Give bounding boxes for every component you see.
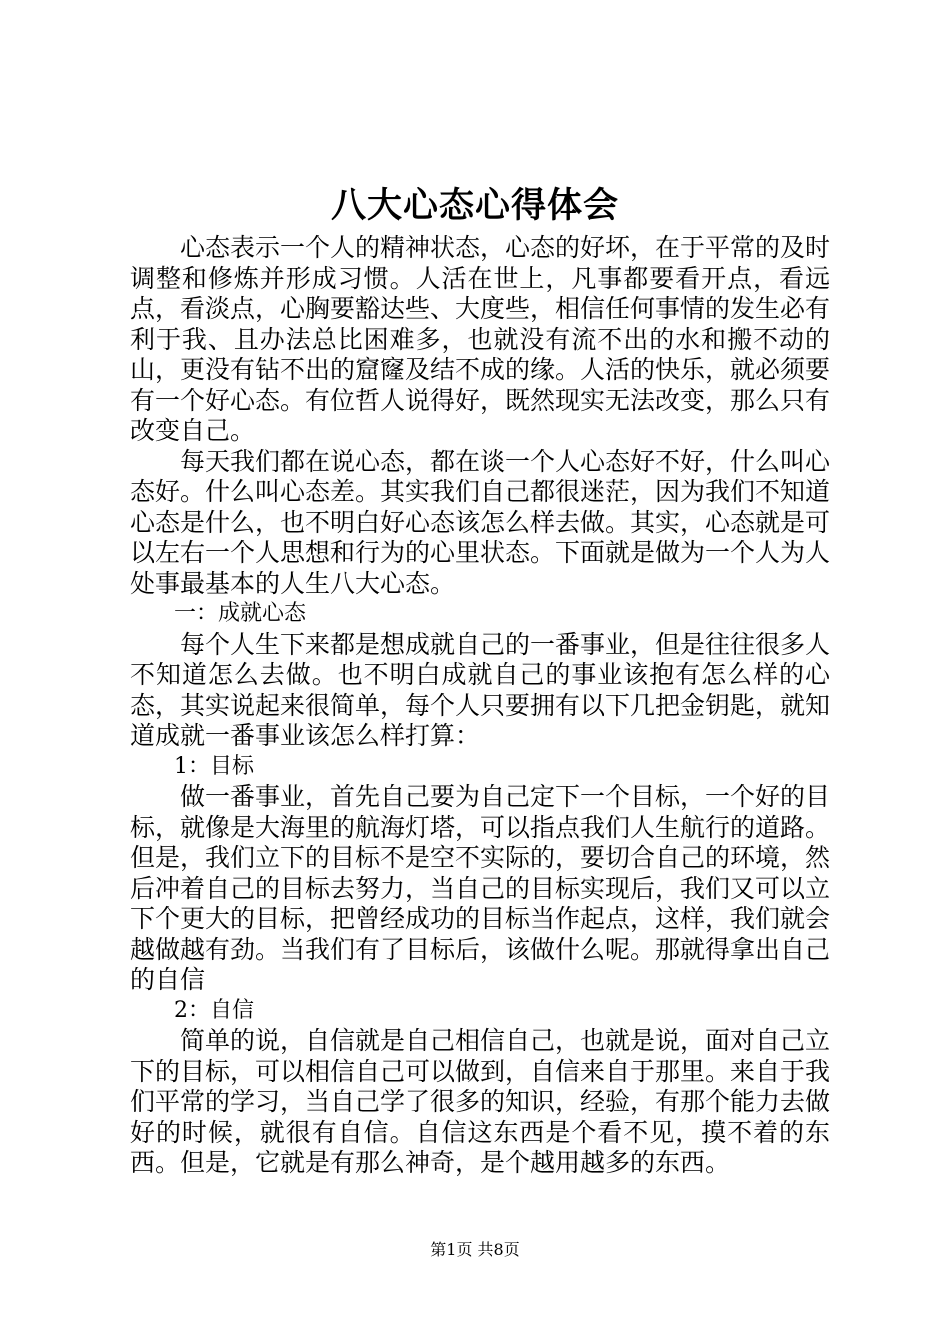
paragraph-mindset-definition: 每天我们都在说心态，都在谈一个人心态好不好，什么叫心态好。什么叫心态差。其实我们自己都很迷茫，因为我们不知道心态是什么，也不明白好心态该怎么样去做。其实，心态就是可以左右一个人思想和行为的心里状态。下面就是做为一个人为人处事最基本的人生八大心态。	[130, 446, 831, 598]
document-title: 八大心态心得体会	[330, 185, 619, 226]
page-footer: 第1页 共8页	[430, 1240, 520, 1259]
paragraph-confidence: 简单的说，自信就是自己相信自己，也就是说，面对自己立下的目标，可以相信自己可以做到，自信来自于那里。来自于我们平常的学习，当自己学了很多的知识，经验，有那个能力去做好的时候，就很有自信。自信这东西是个看不见，摸不着的东西。但是，它就是有那么神奇，是个越用越多的东西。	[130, 1026, 831, 1177]
item-heading-confidence: 2：自信	[174, 997, 254, 1023]
paragraph-intro: 心态表示一个人的精神状态，心态的好坏，在于平常的及时调整和修炼并形成习惯。人活在世上，凡事都要看开点，看远点，看淡点，心胸要豁达些、大度些，相信任何事情的发生必有利于我、且办法总比困难多，也就没有流不出的水和搬不动的山，更没有钻不出的窟窿及结不成的缘。人活的快乐，就必须要有一个好心态。有位哲人说得好，既然现实无法改变，那么只有改变自己。	[130, 233, 831, 445]
document-body	[130, 233, 830, 1179]
item-heading-goal: 1：目标	[174, 753, 254, 779]
section-heading-achievement: 一：成就心态	[174, 601, 307, 626]
paragraph-goal: 做一番事业，首先自己要为自己定下一个目标，一个好的目标，就像是大海里的航海灯塔，可以指点我们人生航行的道路。但是，我们立下的目标不是空不实际的，要切合自己的环境，然后冲着自己的目标去努力，当自己的目标实现后，我们又可以立下个更大的目标，把曾经成功的目标当作起点，这样，我们就会越做越有劲。当我们有了目标后，该做什么呢。那就得拿出自己的自信	[130, 782, 831, 994]
paragraph-achievement: 每个人生下来都是想成就自己的一番事业，但是往往很多人不知道怎么去做。也不明白成就自己的事业该抱有怎么样的心态，其实说起来很简单，每个人只要拥有以下几把金钥匙，就知道成就一番事业该怎么样打算：	[130, 629, 831, 750]
